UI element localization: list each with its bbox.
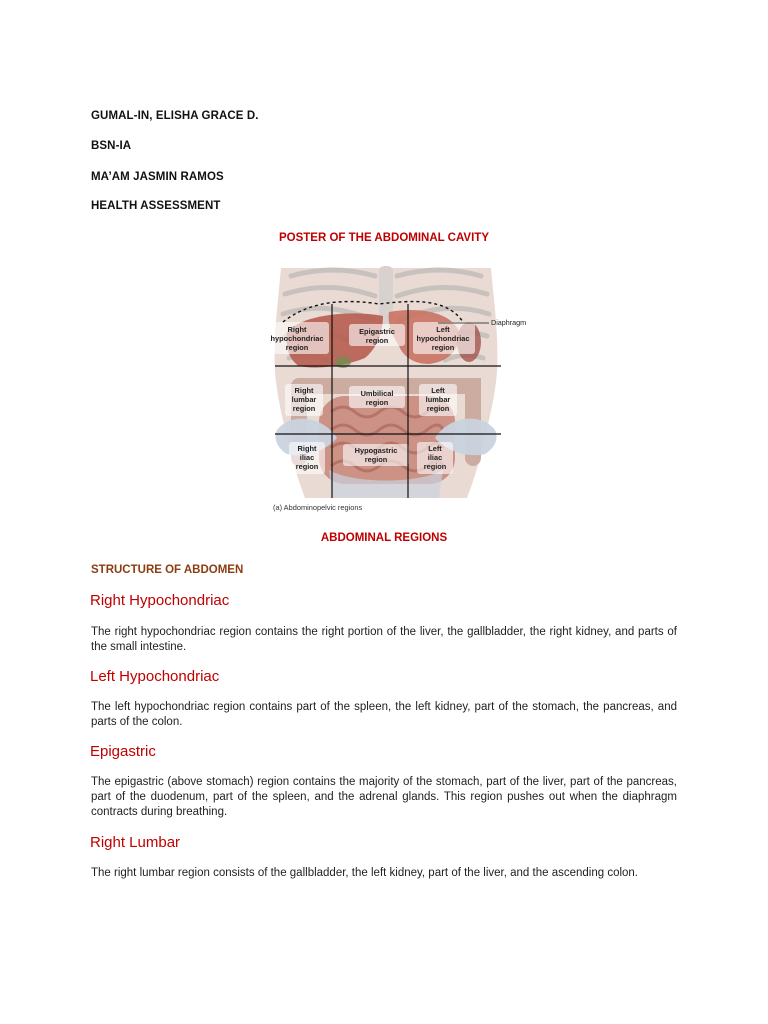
section-heading-left-hypochondriac: Left Hypochondriac bbox=[90, 668, 220, 685]
instructor-name: MA’AM JASMIN RAMOS bbox=[91, 171, 224, 183]
label-right-hypochondriac-3: region bbox=[285, 343, 309, 352]
section-heading-right-lumbar: Right Lumbar bbox=[90, 834, 181, 851]
section-body-right-lumbar: The right lumbar region consists of the gallbladder, the left kidney, part of the liver, and the ascending colon. bbox=[91, 867, 639, 879]
label-right-hypochondriac-2: hypochondriac bbox=[270, 334, 324, 343]
subject-label: HEALTH ASSESSMENT bbox=[91, 200, 221, 212]
label-epigastric-1: Epigastric bbox=[359, 327, 395, 336]
label-right-iliac-1: Right bbox=[297, 444, 317, 453]
figure-title: ABDOMINAL REGIONS bbox=[320, 532, 448, 544]
label-right-hypochondriac-1: Right bbox=[287, 325, 307, 334]
label-left-lumbar-1: Left bbox=[431, 386, 445, 395]
section-heading-right-hypochondriac: Right Hypochondriac bbox=[90, 592, 230, 609]
student-name: GUMAL-IN, ELISHA GRACE D. bbox=[91, 110, 259, 122]
abdominal-regions-figure bbox=[233, 262, 539, 516]
label-umbilical-2: region bbox=[365, 398, 389, 407]
structure-title: STRUCTURE OF ABDOMEN bbox=[91, 564, 244, 576]
label-left-hypochondriac-2: hypochondriac bbox=[416, 334, 470, 343]
label-left-lumbar-3: region bbox=[426, 404, 450, 413]
label-hypogastric-1: Hypogastric bbox=[354, 446, 398, 455]
label-left-iliac-2: iliac bbox=[427, 453, 443, 462]
label-right-lumbar-1: Right bbox=[294, 386, 314, 395]
label-left-iliac-3: region bbox=[423, 462, 447, 471]
section-body-right-hypochondriac: The right hypochondriac region contains the right portion of the liver, the gallbladder, the right kidney, and parts of the small intestine. bbox=[91, 626, 677, 653]
label-hypogastric-2: region bbox=[364, 455, 388, 464]
poster-title: POSTER OF THE ABDOMINAL CAVITY bbox=[279, 232, 489, 244]
label-right-iliac-3: region bbox=[295, 462, 319, 471]
label-right-lumbar-3: region bbox=[292, 404, 316, 413]
section-body-left-hypochondriac: The left hypochondriac region contains part of the spleen, the left kidney, part of the stomach, the pancreas, and parts of the colon. bbox=[91, 701, 677, 728]
section-body-epigastric: The epigastric (above stomach) region contains the majority of the stomach, part of the liver, part of the pancreas, part of the duodenum, part of the spleen, and the adrenal glands. This region pushes out when the diaphragm contracts during breathing. bbox=[91, 776, 677, 818]
label-umbilical-1: Umbilical bbox=[360, 389, 394, 398]
figure-caption: (a) Abdominopelvic regions bbox=[273, 503, 363, 512]
section-heading-epigastric: Epigastric bbox=[90, 743, 156, 760]
label-left-iliac-1: Left bbox=[428, 444, 442, 453]
label-left-hypochondriac-3: region bbox=[431, 343, 455, 352]
abdomen-illustration bbox=[233, 262, 539, 516]
course-label: BSN-IA bbox=[91, 140, 132, 152]
label-right-lumbar-2: lumbar bbox=[291, 395, 317, 404]
label-left-lumbar-2: lumbar bbox=[425, 395, 451, 404]
label-right-iliac-2: iliac bbox=[299, 453, 315, 462]
label-epigastric-2: region bbox=[365, 336, 389, 345]
diaphragm-label: Diaphragm bbox=[491, 318, 527, 327]
label-left-hypochondriac-1: Left bbox=[436, 325, 450, 334]
